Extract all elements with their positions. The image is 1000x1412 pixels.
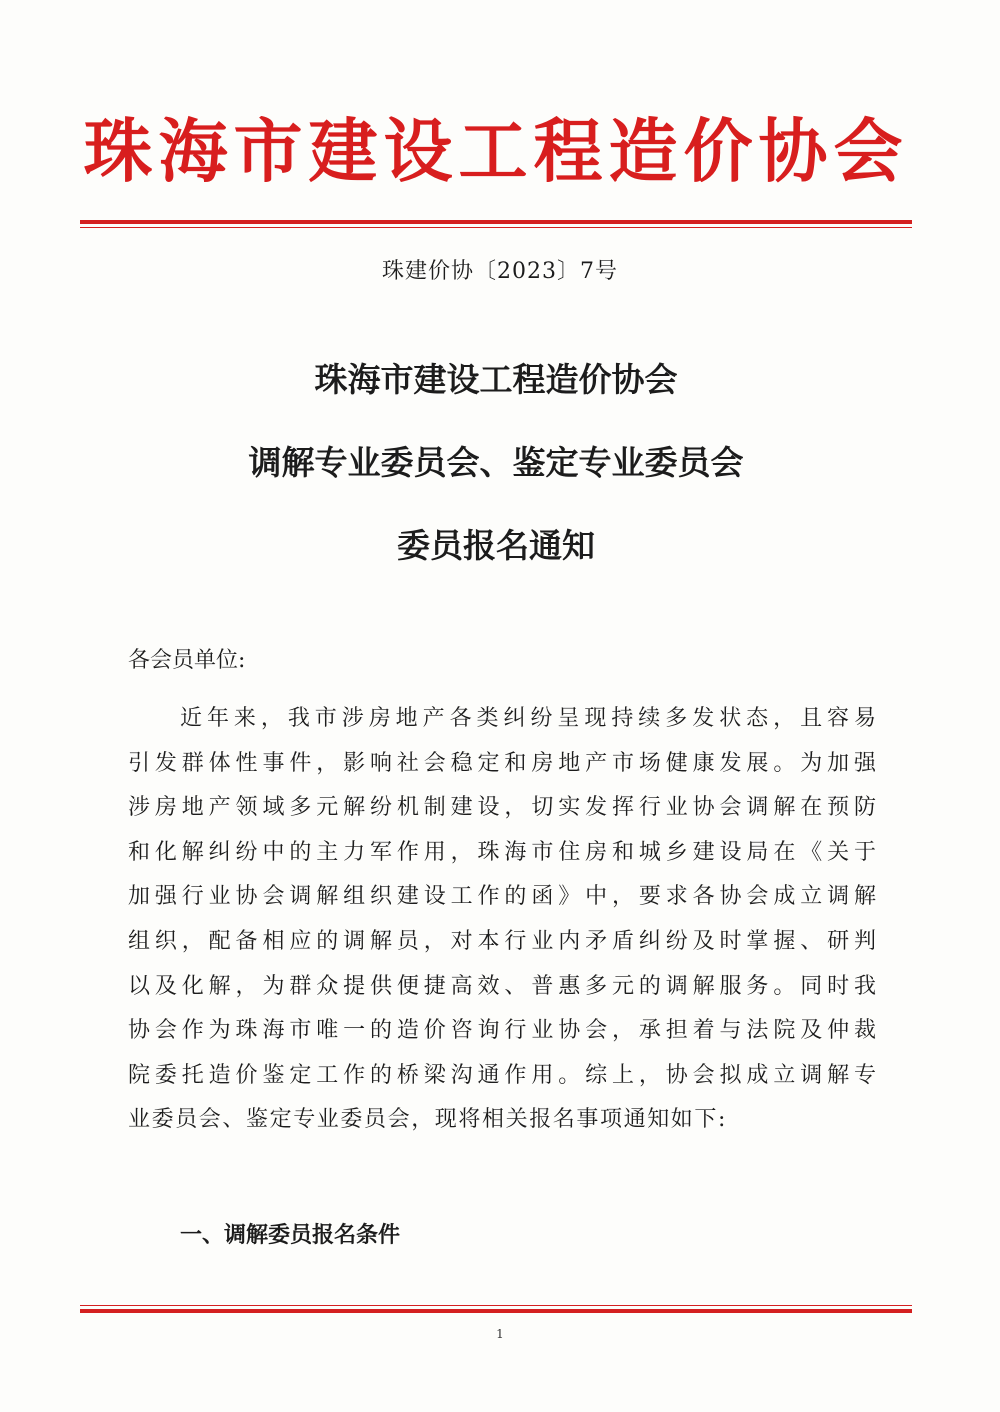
title-line: 调解专业委员会、鉴定专业委员会 [248, 443, 744, 482]
paragraph-line: 院委托造价鉴定工作的桥梁沟通作用。综上，协会拟成立调解专 [128, 1062, 876, 1088]
title-line: 委员报名通知 [397, 526, 595, 565]
letterhead-title: 珠海市建设工程造价协会 [83, 111, 909, 192]
paragraph-line: 业委员会、鉴定专业委员会，现将相关报名事项通知如下: [128, 1107, 728, 1133]
paragraph-line: 组织，配备相应的调解员，对本行业内矛盾纠纷及时掌握、研判 [128, 928, 876, 954]
title-line: 珠海市建设工程造价协会 [314, 360, 678, 399]
paragraph-line: 以及化解，为群众提供便捷高效、普惠多元的调解服务。同时我 [128, 973, 876, 999]
paragraph-line: 涉房地产领域多元解纷机制建设，切实发挥行业协会调解在预防 [128, 795, 876, 821]
paragraph-line: 加强行业协会调解组织建设工作的函》中，要求各协会成立调解 [128, 884, 876, 910]
letterhead-red-rule [80, 220, 912, 228]
footer-red-rule [80, 1305, 912, 1313]
body-paragraph [128, 697, 876, 1143]
paragraph-line: 和化解纠纷中的主力军作用，珠海市住房和城乡建设局在《关于 [128, 839, 876, 865]
paragraph-line: 协会作为珠海市唯一的造价咨询行业协会，承担着与法院及仲裁 [128, 1018, 876, 1044]
document-title [80, 360, 912, 609]
page-number: 1 [496, 1327, 504, 1341]
paragraph-line: 引发群体性事件，影响社会稳定和房地产市场健康发展。为加强 [128, 750, 876, 776]
salutation: 各会员单位: [128, 648, 246, 673]
paragraph-line: 近年来，我市涉房地产各类纠纷呈现持续多发状态，且容易 [180, 706, 876, 731]
document-number: 珠建价协〔2023〕7号 [382, 259, 618, 284]
section-heading: 一、调解委员报名条件 [180, 1222, 401, 1248]
